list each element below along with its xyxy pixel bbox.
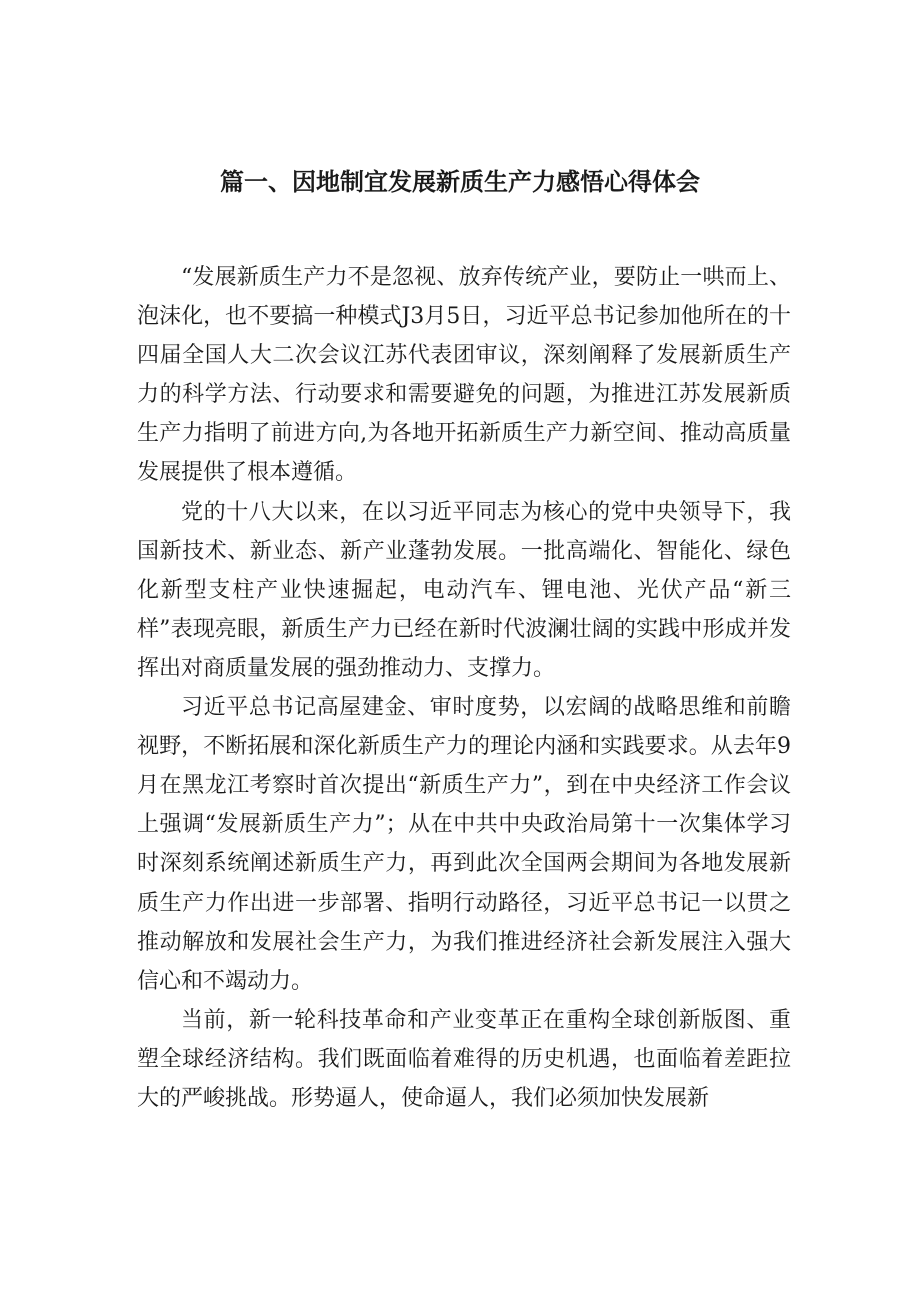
paragraph-3: 习近平总书记高屋建金、审时度势，以宏阔的战略思维和前瞻视野，不断拓展和深化新质生产力的理论内涵和实践要求。从去年9月在黑龙江考察时首次提出“新质生产力”，到在中央经济工作会议上强调“发展新质生产力”；从在中共中央政治局第十一次集体学习时深刻系统阐述新质生产力，再到此次全国两会期间为各地发展新质生产力作出进一步部署、指明行动路径，习近平总书记一以贯之推动解放和发展社会生产力，为我们推进经济社会新发展注入强大信心和不竭动力。 bbox=[137, 695, 791, 994]
paragraph-1: “发展新质生产力不是忽视、放弃传统产业，要防止一哄而上、泡沫化，也不要搞一种模式J3月5日，习近平总书记参加他所在的十四届全国人大二次会议江苏代表团审议，深刻阐释了发展新质生产力的科学方法、行动要求和需要避免的问题，为推进江苏发展新质生产力指明了前进方向,为各地开拓新质生产力新空间、推动高质量发展提供了根本遵循。 bbox=[137, 265, 791, 486]
paragraph-4: 当前，新一轮科技革命和产业变革正在重构全球创新版图、重塑全球经济结构。我们既面临着难得的历史机遇，也面临着差距拉大的严峻挑战。形势逼人，使命逼人，我们必须加快发展新 bbox=[137, 1007, 791, 1111]
document-title: 篇一、因地制宜发展新质生产力感悟心得体会 bbox=[220, 168, 700, 196]
document-body bbox=[137, 258, 791, 1118]
paragraph-2: 党的十八大以来，在以习近平同志为核心的党中央领导下，我国新技术、新业态、新产业蓬勃发展。一批高端化、智能化、绿色化新型支柱产业快速掘起，电动汽车、锂电池、光伏产品“新三样”表现亮眼，新质生产力已经在新时代波澜壮阔的实践中形成并发挥出对商质量发展的强劲推动力、支撑力。 bbox=[137, 499, 791, 681]
